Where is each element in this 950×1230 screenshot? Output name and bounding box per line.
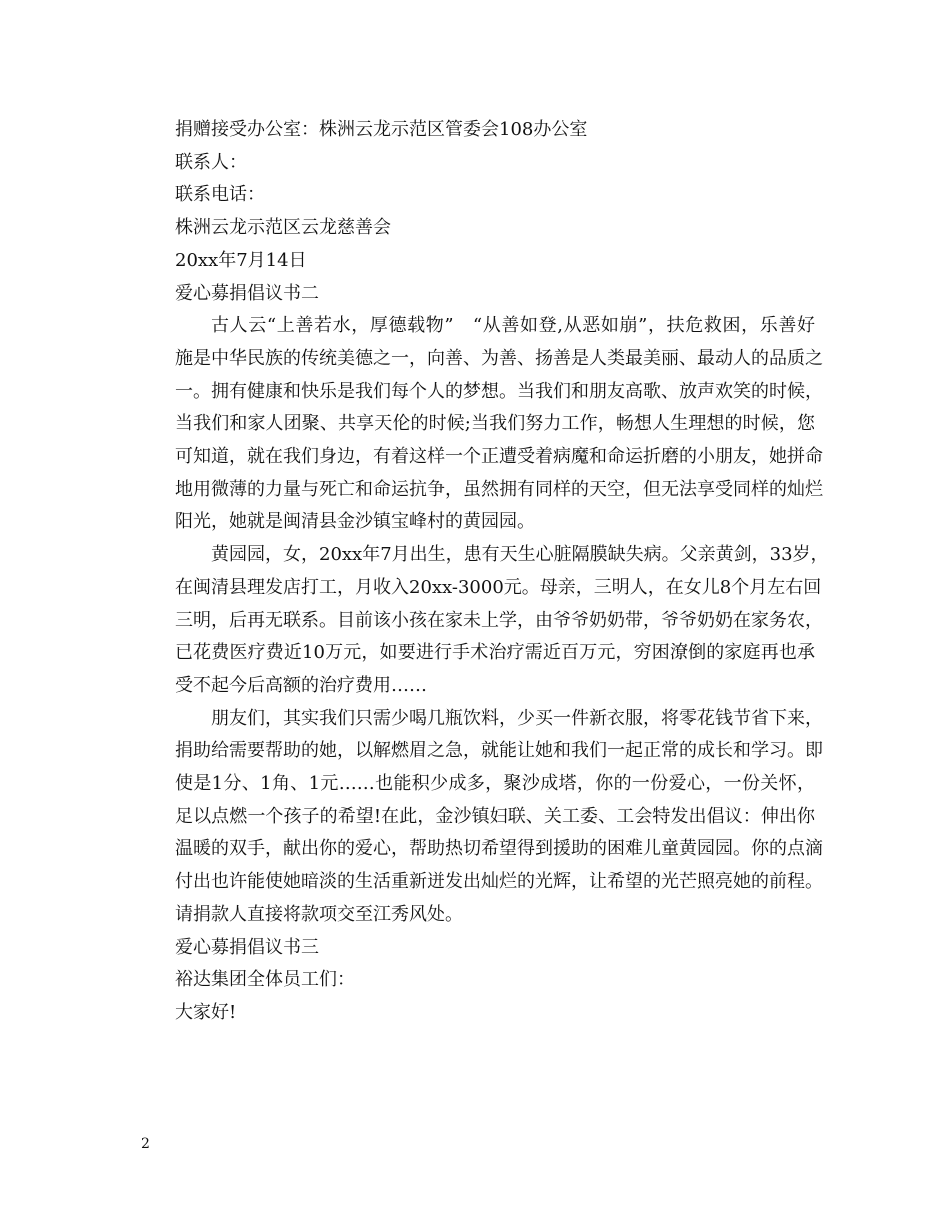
contact-person-line: 联系人： [175, 151, 247, 173]
paragraph-line: 在闽清县理发店打工，月收入20xx-3000元。母亲，三明人，在女儿8个月左右回 [175, 576, 822, 598]
paragraph-patient-info [139, 539, 829, 703]
paragraph-line: 使是1分、1角、1元……也能积少成多，聚沙成塔，你的一份爱心，一份关怀， [175, 773, 815, 795]
organization-name: 株洲云龙示范区云龙慈善会 [175, 217, 391, 239]
paragraph-line: 足以点燃一个孩子的希望!在此，金沙镇妇联、关工委、工会特发出倡议：伸出你 [175, 805, 815, 827]
paragraph-line: 可知道，就在我们身边，有着这样一个正遭受着病魔和命运折磨的小朋友，她拼命 [175, 446, 823, 468]
paragraph-line: 当我们和家人团聚、共享天伦的时候;当我们努力工作，畅想人生理想的时候，您 [175, 413, 815, 435]
document-body [139, 114, 829, 1030]
paragraph-line: 已花费医疗费近10万元，如要进行手术治疗需近百万元，穷困潦倒的家庭再也承 [175, 642, 815, 664]
section-title-3: 爱心募捐倡议书三 [175, 936, 319, 958]
page-number: 2 [141, 1136, 150, 1152]
paragraph-line: 朋友们，其实我们只需少喝几瓶饮料，少买一件新衣服，将零花钱节省下来， [211, 707, 823, 729]
paragraph-line: 温暖的双手，献出你的爱心，帮助热切希望得到援助的困难儿童黄园园。你的点滴 [175, 838, 823, 860]
paragraph-appeal [139, 703, 823, 899]
paragraph-line: 一。拥有健康和快乐是我们每个人的梦想。当我们和朋友高歌、放声欢笑的时候， [175, 380, 823, 402]
paragraph-line: 施是中华民族的传统美德之一，向善、为善、扬善是人类最美丽、最动人的品质之 [175, 347, 823, 369]
paragraph-line: 地用微薄的力量与死亡和命运抗争，虽然拥有同样的天空，但无法享受同样的灿烂 [175, 478, 823, 500]
donation-instruction-line: 请捐款人直接将款项交至江秀风处。 [175, 903, 463, 925]
paragraph-line: 阳光，她就是闽清县金沙镇宝峰村的黄园园。 [175, 511, 535, 533]
paragraph-line: 付出也许能使她暗淡的生活重新迸发出灿烂的光辉，让希望的光芒照亮她的前程。 [175, 871, 823, 893]
paragraph-line: 捐助给需要帮助的她，以解燃眉之急，就能让她和我们一起正常的成长和学习。即 [175, 740, 823, 762]
section-title-2: 爱心募捐倡议书二 [175, 282, 319, 304]
paragraph-ancient-saying [139, 310, 823, 539]
greeting-line: 大家好! [175, 1001, 237, 1023]
contact-phone-line: 联系电话： [175, 184, 265, 206]
paragraph-line: 古人云“上善若水，厚德载物” “从善如登,从恶如崩”，扶危救困，乐善好 [211, 315, 815, 337]
paragraph-line: 受不起今后高额的治疗费用…… [175, 674, 427, 696]
paragraph-line: 黄园园，女，20xx年7月出生，患有天生心脏隔膜缺失病。父亲黄剑，33岁， [211, 544, 829, 566]
donation-office-line: 捐赠接受办公室：株洲云龙示范区管委会108办公室 [175, 119, 588, 140]
paragraph-line: 三明，后再无联系。目前该小孩在家未上学，由爷爷奶奶带，爷爷奶奶在家务农， [175, 609, 823, 631]
salutation-line: 裕达集团全体员工们： [175, 969, 355, 991]
document-date: 20xx年7月14日 [175, 249, 307, 271]
